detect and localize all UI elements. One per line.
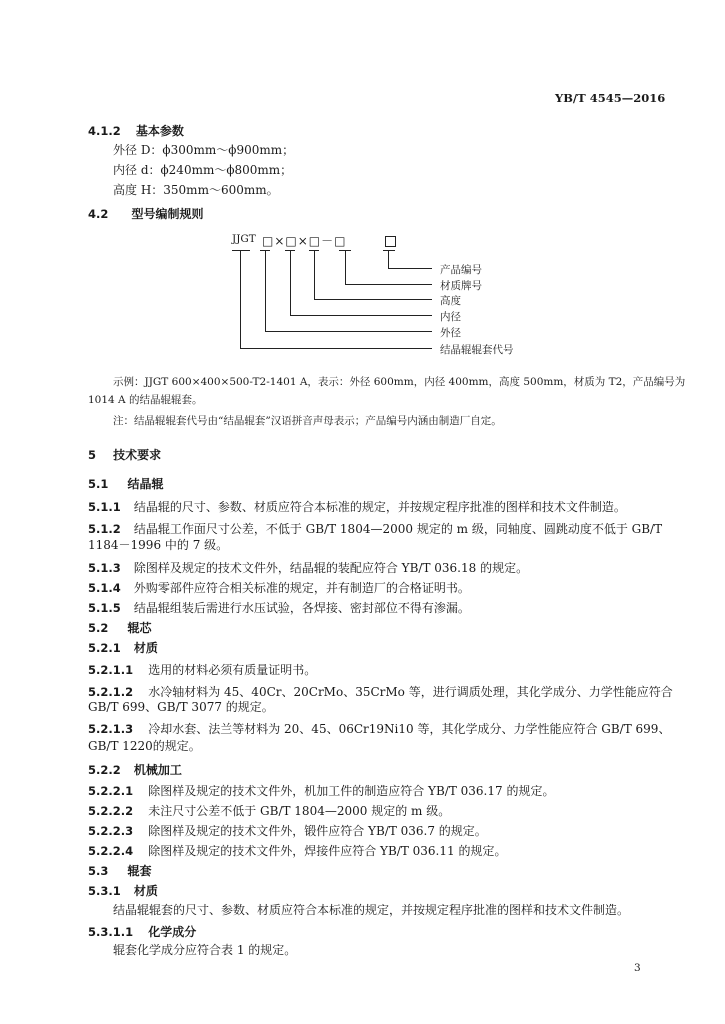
diagram-label-product-number: 产品编号 — [440, 264, 482, 276]
diagram-underline — [383, 250, 395, 251]
clause-text: 结晶辊工作面尺寸公差，不低于 GB/T 1804—2000 规定的 m 级，同轴度、圆跳动度不低于 GB/T — [133, 522, 663, 536]
clause-number: 5.2.2.3 — [88, 824, 134, 838]
section-5-heading — [88, 444, 161, 463]
clause-text: 除图样及规定的技术文件外，机加工件的制造应符合 YB/T 036.17 的规定。 — [148, 784, 555, 798]
diagram-label-outer-diameter: 外径 — [440, 327, 461, 339]
section-5-2-heading — [88, 617, 151, 636]
clause-text: 选用的材料必须有质量证明书。 — [148, 663, 317, 677]
clause-text: 除图样及规定的技术文件外，焊接件应符合 YB/T 036.11 的规定。 — [148, 844, 507, 858]
diagram-underline — [232, 250, 250, 251]
note: 注：结晶辊辊套代号由“结晶辊套”汉语拼音声母表示；产品编号内涵由制造厂自定。 — [113, 415, 502, 427]
clause-5-2-2-1 — [88, 780, 554, 799]
clause-5-2-1-3 — [88, 718, 670, 737]
diagram-leader — [314, 299, 432, 300]
section-5-1-heading — [88, 473, 163, 492]
section-title: 化学成分 — [148, 925, 197, 939]
section-number: 5.2.2 — [88, 763, 121, 777]
param-outer-diameter: 外径 D：ϕ300mm～ϕ900mm； — [113, 143, 295, 157]
clause-5-3-1-1-text: 辊套化学成分应符合表 1 的规定。 — [113, 943, 297, 957]
diagram-leader — [314, 250, 315, 299]
clause-5-2-2-2 — [88, 800, 450, 819]
clause-text: 结晶辊的尺寸、参数、材质应符合本标准的规定，并按规定程序批准的图样和技术文件制造。 — [133, 500, 626, 514]
clause-text: 冷却水套、法兰等材料为 20、45、06Cr19Ni10 等，其化学成分、力学性能应符合 GB/T 699、 — [148, 722, 671, 736]
clause-number: 5.1.4 — [88, 581, 121, 595]
clause-5-1-2 — [88, 518, 662, 537]
clause-number: 5.1.5 — [88, 601, 121, 615]
clause-5-2-2-4 — [88, 840, 506, 859]
clause-text: 除图样及规定的技术文件外，锻件应符合 YB/T 036.7 的规定。 — [148, 824, 487, 838]
clause-5-2-1-2-cont: GB/T 699、GB/T 3077 的规定。 — [88, 700, 274, 714]
section-title: 基本参数 — [135, 124, 184, 138]
diagram-leader — [290, 250, 291, 315]
clause-number: 5.2.2.1 — [88, 784, 134, 798]
clause-text: 水冷轴材料为 45、40Cr、20CrMo、35CrMo 等，进行调质处理，其化学成分、力学性能应符合 — [148, 685, 673, 699]
section-title: 技术要求 — [113, 448, 162, 462]
section-title: 辊套 — [127, 864, 152, 878]
diagram-label-material-grade: 材质牌号 — [440, 280, 482, 292]
clause-number: 5.2.1.3 — [88, 722, 134, 736]
standard-number: YB/T 4545—2016 — [555, 91, 666, 105]
section-title: 材质 — [133, 884, 158, 898]
diagram-code: JJGT — [232, 233, 256, 245]
clause-number: 5.2.1.1 — [88, 663, 134, 677]
clause-5-1-1 — [88, 496, 626, 515]
page-number: 3 — [634, 962, 641, 974]
clause-text: 结晶辊组装后需进行水压试验，各焊接、密封部位不得有渗漏。 — [133, 601, 470, 615]
diagram-leader — [345, 250, 346, 284]
clause-5-1-2-cont: 1184－1996 中的 7 级。 — [88, 538, 229, 552]
clause-5-1-4 — [88, 577, 470, 596]
section-number: 5.3 — [88, 864, 109, 878]
param-height: 高度 H：350mm～600mm。 — [113, 183, 279, 197]
diagram-leader — [345, 284, 432, 285]
diagram-label-inner-diameter: 内径 — [440, 311, 461, 323]
diagram-leader — [388, 268, 432, 269]
section-5-3-1-1-heading — [88, 921, 196, 940]
clause-number: 5.1.3 — [88, 561, 121, 575]
diagram-template: □×□×□－□ — [262, 234, 347, 248]
section-5-3-heading — [88, 860, 151, 879]
diagram-leader — [388, 250, 389, 268]
clause-number: 5.1.2 — [88, 522, 121, 536]
section-5-2-2-heading — [88, 759, 182, 778]
section-title: 机械加工 — [133, 763, 182, 777]
clause-text: 外购零部件应符合相关标准的规定，并有制造厂的合格证明书。 — [133, 581, 470, 595]
example-line-1: 示例：JJGT 600×400×500-T2-1401 A，表示：外径 600mm，内径 400mm，高度 500mm，材质为 T2，产品编号为 — [113, 376, 686, 388]
section-4-1-2-heading — [88, 120, 184, 139]
section-number: 4.1.2 — [88, 124, 121, 138]
diagram-leader — [290, 315, 432, 316]
diagram-leader — [240, 250, 241, 348]
section-number: 5.2.1 — [88, 641, 121, 655]
diagram-leader — [265, 250, 266, 331]
diagram-box-product-number — [385, 236, 396, 247]
clause-text: 除图样及规定的技术文件外，结晶辊的装配应符合 YB/T 036.18 的规定。 — [133, 561, 529, 575]
clause-5-1-3 — [88, 557, 528, 576]
clause-5-2-1-3-cont: GB/T 1220的规定。 — [88, 739, 201, 753]
section-title: 材质 — [133, 641, 158, 655]
section-number: 5.2 — [88, 621, 109, 635]
section-5-2-1-heading — [88, 637, 158, 656]
diagram-leader — [240, 348, 432, 349]
clause-5-1-5 — [88, 597, 470, 616]
clause-number: 5.1.1 — [88, 500, 121, 514]
clause-number: 5.2.2.2 — [88, 804, 134, 818]
section-5-3-1-heading — [88, 880, 158, 899]
section-number: 5 — [88, 448, 97, 462]
section-title: 型号编制规则 — [131, 207, 204, 221]
section-title: 辊芯 — [127, 621, 152, 635]
clause-5-2-2-3 — [88, 820, 487, 839]
diagram-label-sleeve-code: 结晶辊辊套代号 — [440, 344, 514, 356]
section-number: 5.3.1.1 — [88, 925, 134, 939]
clause-5-3-1-text: 结晶辊辊套的尺寸、参数、材质应符合本标准的规定，并按规定程序批准的图样和技术文件制造。 — [113, 903, 630, 917]
clause-text: 未注尺寸公差不低于 GB/T 1804—2000 规定的 m 级。 — [148, 804, 451, 818]
clause-5-2-1-1 — [88, 659, 316, 678]
section-number: 4.2 — [88, 207, 109, 221]
diagram-label-height: 高度 — [440, 295, 461, 307]
clause-number: 5.2.1.2 — [88, 685, 134, 699]
diagram-leader — [265, 331, 432, 332]
section-number: 5.1 — [88, 477, 109, 491]
example-line-2: 1014 A 的结晶辊辊套。 — [88, 394, 203, 406]
param-inner-diameter: 内径 d：ϕ240mm～ϕ800mm； — [113, 163, 293, 177]
section-number: 5.3.1 — [88, 884, 121, 898]
section-4-2-heading — [88, 203, 203, 222]
clause-number: 5.2.2.4 — [88, 844, 134, 858]
section-title: 结晶辊 — [127, 477, 164, 491]
